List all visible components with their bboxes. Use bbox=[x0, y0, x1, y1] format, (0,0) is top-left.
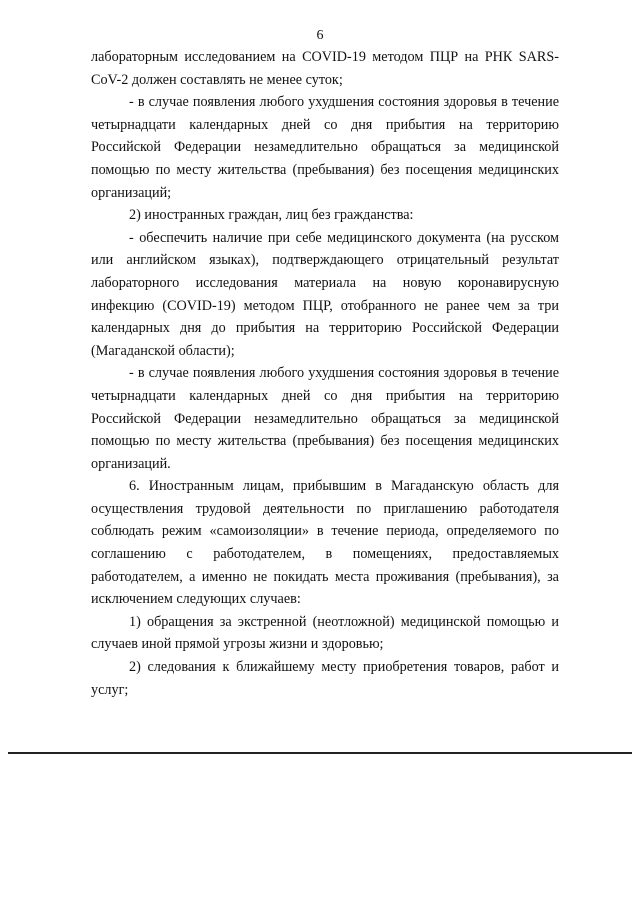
paragraph-health-deterioration-citizens: - в случае появления любого ухудшения состояния здоровья в течение четырнадцати календарных дней со дня прибытия на территорию Российской Федерации незамедлительно обращаться за медицинской помощью по месту жительства (пребывания) без посещения медицинских организаций; bbox=[91, 94, 559, 201]
paragraph-continuation: лабораторным исследованием на COVID-19 методом ПЦР на РНК SARS-CoV-2 должен составлять не менее суток; bbox=[91, 49, 559, 88]
paragraph-exception-2: 2) следования к ближайшему месту приобретения товаров, работ и услуг; bbox=[91, 659, 559, 698]
page-number: 6 bbox=[316, 28, 324, 43]
paragraph-foreign-citizens-heading: 2) иностранных граждан, лиц без гражданства: bbox=[129, 207, 414, 224]
paragraph-health-deterioration-foreigners: - в случае появления любого ухудшения состояния здоровья в течение четырнадцати календарных дней со дня прибытия на территорию Российской Федерации незамедлительно обращаться за медицинской помощью по месту жительства (пребывания) без посещения медицинских организаций. bbox=[91, 365, 559, 472]
page-bottom-divider bbox=[8, 752, 632, 754]
paragraph-medical-document: - обеспечить наличие при себе медицинского документа (на русском или английском языках), подтверждающего отрицательный результат лабораторного исследования материала на новую коронавирусную инфекцию (COVID-19) методом ПЦР, отобранного не ранее чем за три календарных дня до прибытия на территорию Российской Федерации (Магаданской области); bbox=[91, 229, 559, 359]
paragraph-exception-1: 1) обращения за экстренной (неотложной) медицинской помощью и случаев иной прямой угрозы жизни и здоровью; bbox=[91, 613, 559, 653]
paragraph-item-6-self-isolation: 6. Иностранным лицам, прибывшим в Магаданскую область для осуществления трудовой деятельности по приглашению работодателя соблюдать режим «самоизоляции» в течение периода, определяемого по соглашению с работодателем, в помещениях, предоставляемых работодателем, а именно не покидать места проживания (пребывания), за исключением следующих случаев: bbox=[91, 478, 559, 608]
document-body bbox=[91, 46, 559, 701]
